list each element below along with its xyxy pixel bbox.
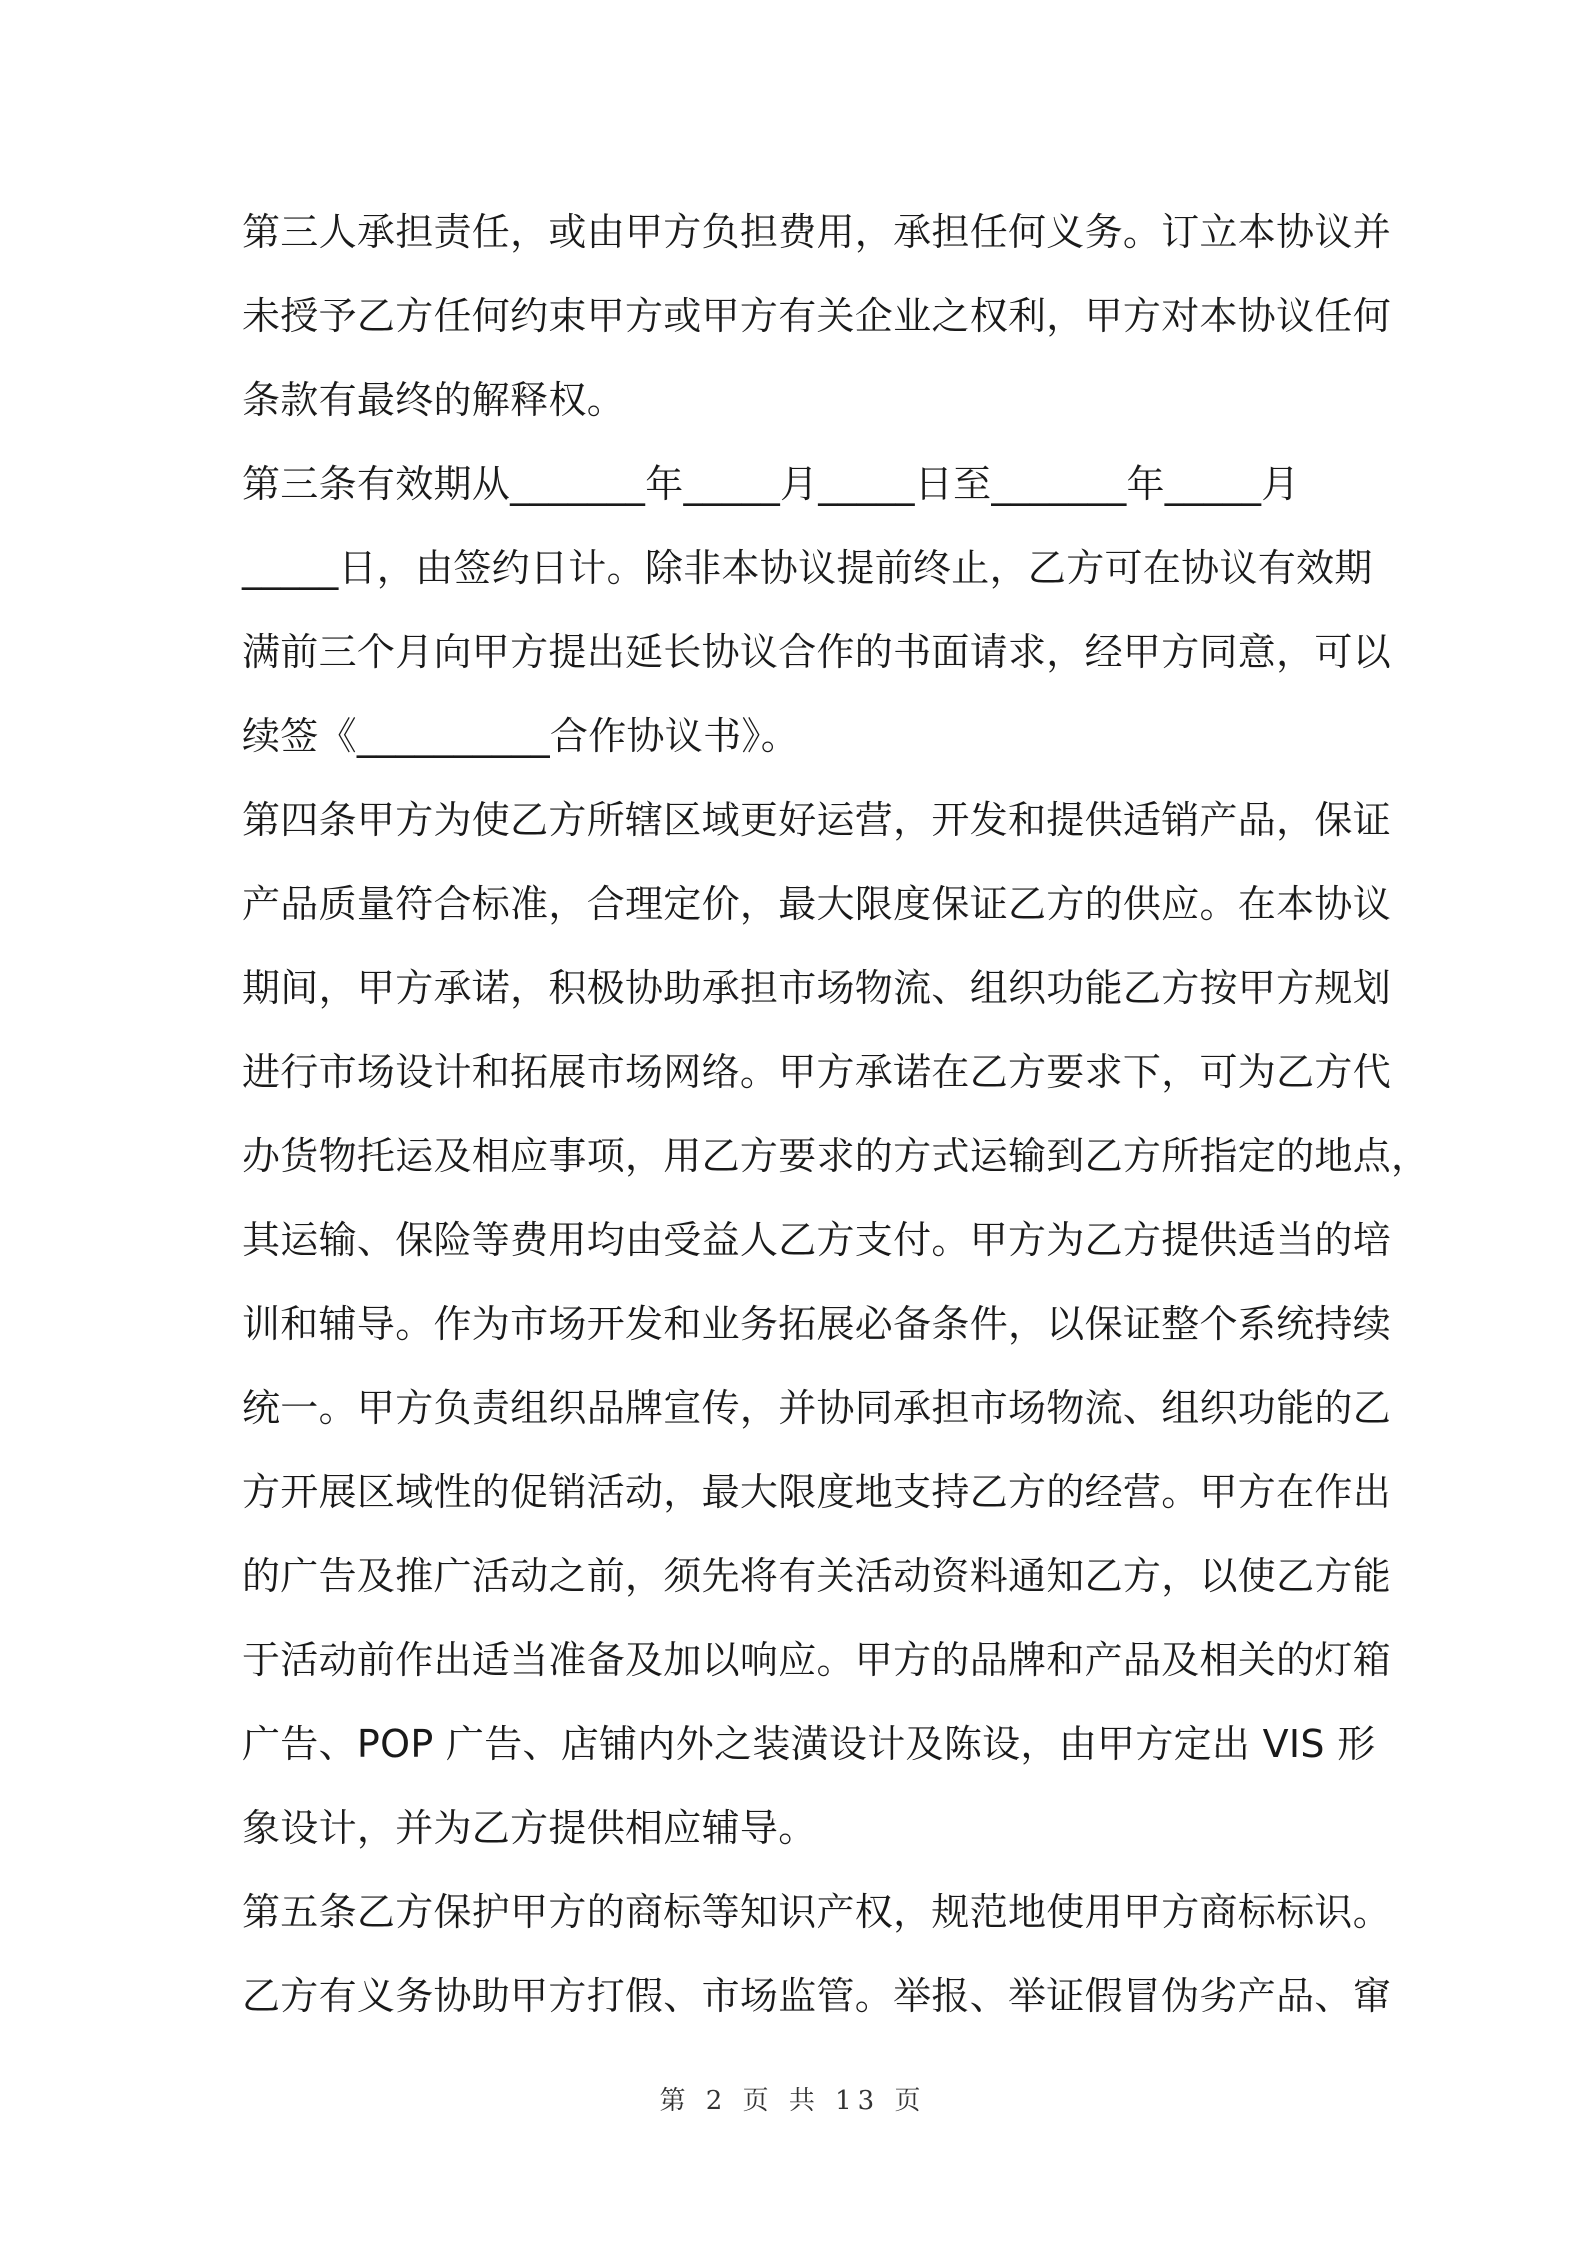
text-line: 象设计，并为乙方提供相应辅导。: [242, 1806, 817, 1850]
text-line: 其运输、保险等费用均由受益人乙方支付。甲方为乙方提供适当的培: [242, 1218, 1392, 1262]
text-line: 产品质量符合标准，合理定价，最大限度保证乙方的供应。在本协议: [242, 882, 1392, 926]
text-line: 训和辅导。作为市场开发和业务拓展必备条件，以保证整个系统持续: [242, 1302, 1392, 1346]
text-line: 方开展区域性的促销活动，最大限度地支持乙方的经营。甲方在作出: [242, 1470, 1392, 1514]
text-line: 统一。甲方负责组织品牌宣传，并协同承担市场物流、组织功能的乙: [242, 1386, 1392, 1430]
text-line: _____日，由签约日计。除非本协议提前终止，乙方可在协议有效期: [242, 546, 1373, 590]
text-line: 办货物托运及相应事项，用乙方要求的方式运输到乙方所指定的地点，: [242, 1134, 1430, 1178]
page-number-footer: 第 2 页 共 13 页: [659, 2086, 927, 2116]
text-line: 条款有最终的解释权。: [242, 378, 626, 422]
text-line: 第三条有效期从_______年_____月_____日至_______年_____月: [242, 462, 1300, 506]
document-body: [242, 190, 1430, 2038]
text-line: 期间，甲方承诺，积极协助承担市场物流、组织功能乙方按甲方规划: [242, 966, 1392, 1010]
text-line: 第三人承担责任，或由甲方负担费用，承担任何义务。订立本协议并: [242, 210, 1392, 254]
text-line: 进行市场设计和拓展市场网络。甲方承诺在乙方要求下，可为乙方代: [242, 1050, 1392, 1094]
text-line: 第五条乙方保护甲方的商标等知识产权，规范地使用甲方商标标识。: [242, 1890, 1392, 1934]
text-line: 广告、POP 广告、店铺内外之装潢设计及陈设，由甲方定出 VIS 形: [242, 1722, 1376, 1766]
text-line: 乙方有义务协助甲方打假、市场监管。举报、举证假冒伪劣产品、窜: [242, 1974, 1392, 2018]
text-line: 未授予乙方任何约束甲方或甲方有关企业之权利，甲方对本协议任何: [242, 294, 1392, 338]
text-line: 第四条甲方为使乙方所辖区域更好运营，开发和提供适销产品，保证: [242, 798, 1392, 842]
text-line: 于活动前作出适当准备及加以响应。甲方的品牌和产品及相关的灯箱: [242, 1638, 1392, 1682]
text-line: 续签《__________合作协议书》。: [242, 714, 800, 758]
text-line: 满前三个月向甲方提出延长协议合作的书面请求，经甲方同意，可以: [242, 630, 1392, 674]
text-line: 的广告及推广活动之前，须先将有关活动资料通知乙方，以使乙方能: [242, 1554, 1392, 1598]
